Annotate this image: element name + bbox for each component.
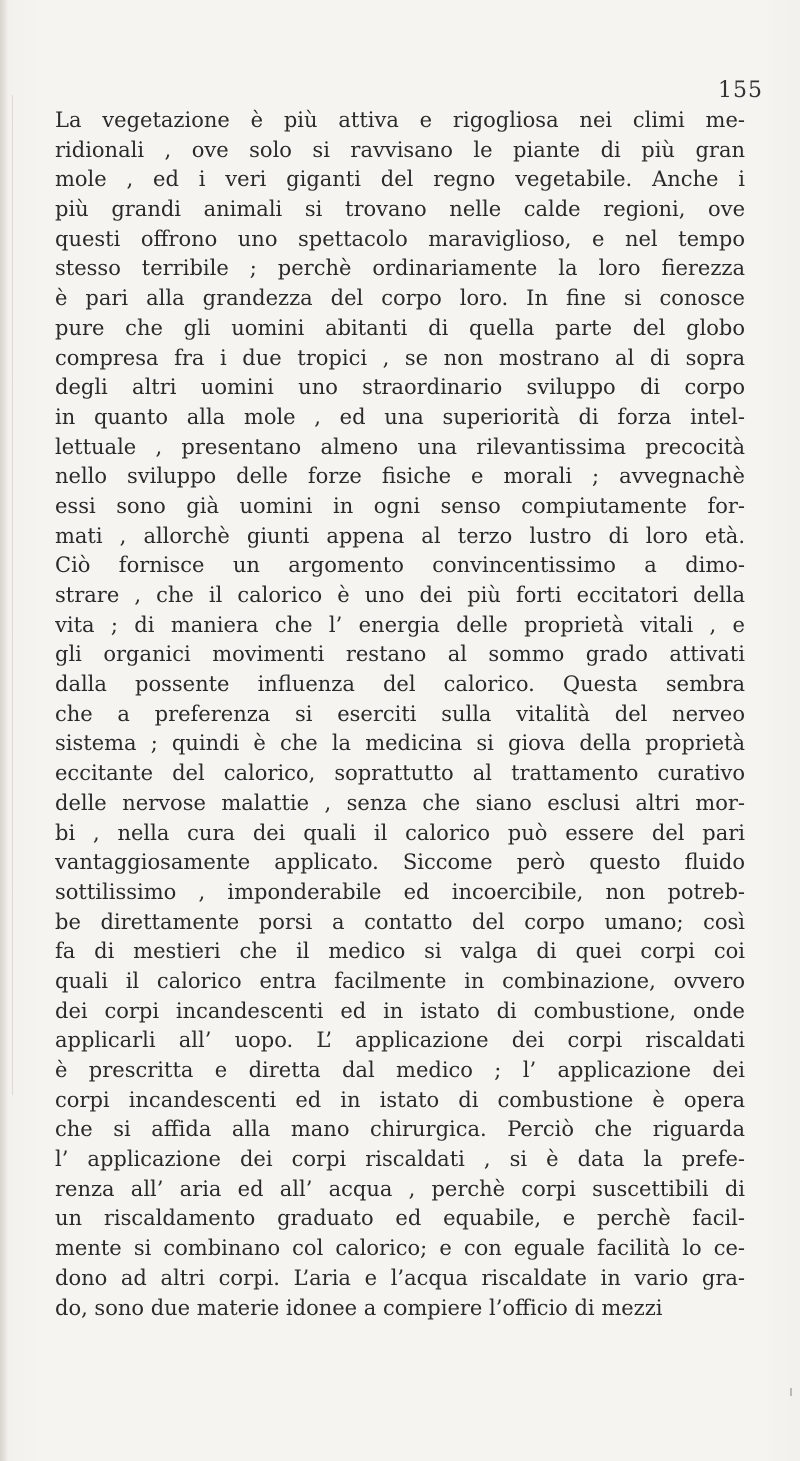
text-line: questi offrono uno spettacolo maraviglioso, e nel tempo [55, 226, 745, 251]
text-line: be direttamente porsi a contatto del corpo umano; così [55, 909, 745, 934]
text-line: in quanto alla mole , ed una superiorità di forza intel- [55, 404, 745, 429]
text-line: strare , che il calorico è uno dei più forti eccitatori della [55, 583, 745, 607]
text-line: La vegetazione è più attiva e rigogliosa nei climi me- [55, 108, 745, 132]
text-line: che a preferenza si eserciti sulla vitalità del nerveo [55, 701, 745, 726]
text-line: pure che gli uomini abitanti di quella parte del globo [55, 315, 745, 340]
text-line: è pari alla grandezza del corpo loro. In fine si conosce [55, 286, 745, 311]
text-line: degli altri uomini uno straordinario sviluppo di corpo [55, 375, 745, 400]
text-line: è prescritta e diretta dal medico ; l’ applicazione dei [55, 1058, 745, 1082]
text-line: vantaggiosamente applicato. Siccome però questo fluido [55, 850, 745, 875]
text-line: gli organici movimenti restano al sommo grado attivati [55, 642, 745, 667]
page-number: 155 [718, 78, 763, 103]
text-line: più grandi animali si trovano nelle calde regioni, ove [55, 197, 745, 222]
text-line: compresa fra i due tropici , se non mostrano al di sopra [55, 345, 745, 370]
text-line: sottilissimo , imponderabile ed incoercibile, non potreb- [55, 879, 745, 904]
binding-shadow [0, 0, 8, 1461]
text-line: delle nervose malattie , senza che siano esclusi altri mor- [55, 790, 745, 815]
text-line: corpi incandescenti ed in istato di combustione è opera [55, 1087, 745, 1112]
text-line: mente si combinano col calorico; e con eguale facilità lo ce- [55, 1236, 745, 1261]
text-line: renza all’ aria ed all’ acqua , perchè corpi suscettibili di [55, 1176, 745, 1201]
text-line: che si affida alla mano chirurgica. Perciò che riguarda [55, 1117, 745, 1142]
text-line: bi , nella cura dei quali il calorico può essere del pari [55, 820, 745, 845]
text-line: dalla possente influenza del calorico. Questa sembra [55, 672, 745, 697]
stray-ink-mark [790, 1388, 792, 1396]
text-line: dono ad altri corpi. L’aria e l’acqua riscaldate in vario gra- [55, 1265, 745, 1290]
body-text [55, 106, 745, 1323]
text-line: dei corpi incandescenti ed in istato di combustione, onde [55, 998, 745, 1023]
text-line: nello sviluppo delle forze fisiche e morali ; avvegnachè [55, 464, 745, 489]
text-line: ridionali , ove solo si ravvisano le piante di più gran [55, 137, 745, 162]
text-line: stesso terribile ; perchè ordinariamente la loro fierezza [55, 256, 745, 281]
text-line: sistema ; quindi è che la medicina si giova della proprietà [55, 731, 745, 756]
text-line: essi sono già uomini in ogni senso compiutamente for- [55, 493, 745, 518]
text-line: fa di mestieri che il medico si valga di quei corpi coi [55, 939, 745, 964]
text-line: Ciò fornisce un argomento convincentissimo a dimo- [55, 553, 745, 578]
text-line: do, sono due materie idonee a compiere l’officio di mezzi [55, 1295, 663, 1320]
text-line: lettuale , presentano almeno una rilevantissima precocità [55, 434, 745, 459]
text-line: eccitante del calorico, soprattutto al trattamento curativo [55, 761, 745, 786]
text-line: mole , ed i veri giganti del regno vegetabile. Anche i [55, 167, 745, 192]
text-line: un riscaldamento graduato ed equabile, e perchè facil- [55, 1206, 745, 1231]
text-line: mati , allorchè giunti appena al terzo lustro di loro età. [55, 523, 745, 548]
text-line: applicarli all’ uopo. L’ applicazione dei corpi riscaldati [55, 1028, 745, 1053]
text-line: quali il calorico entra facilmente in combinazione, ovvero [55, 968, 745, 993]
text-line: vita ; di maniera che l’ energia delle proprietà vitali , e [55, 612, 745, 637]
margin-line [12, 95, 13, 1095]
text-line: l’ applicazione dei corpi riscaldati , si è data la prefe- [55, 1147, 745, 1172]
